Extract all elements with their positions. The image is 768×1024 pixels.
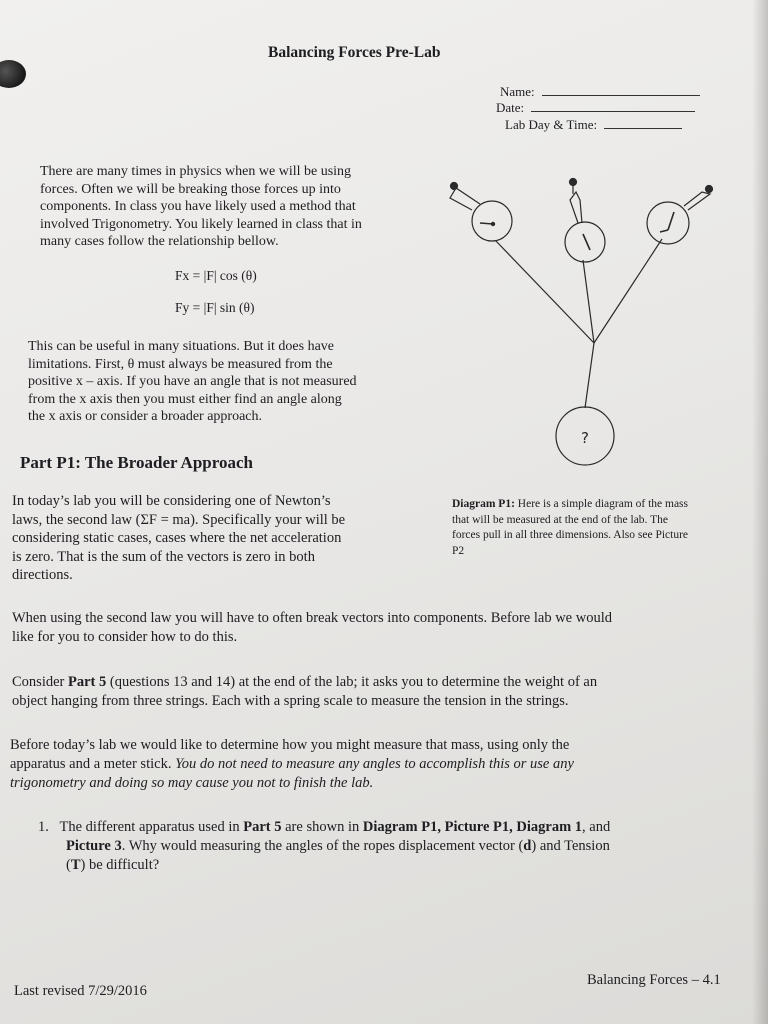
middle-spring-scale	[565, 222, 605, 262]
middle-scale-hook	[570, 192, 582, 223]
left-string	[496, 241, 594, 343]
date-field: Date:	[496, 100, 695, 115]
last-revised: Last revised 7/29/2016	[14, 983, 147, 999]
middle-scale-needle	[583, 234, 590, 250]
left-scale-hook	[450, 188, 480, 210]
lab-day-field: Lab Day & Time:	[505, 117, 682, 132]
second-law-paragraph: When using the second law you will have to often break vectors into components. Before lab we would like for you to consider how to do this.	[12, 610, 612, 645]
newton-paragraph: In today’s lab you will be considering one of Newton’s laws, the second law (ΣF = ma). Specifically your will be considering static cases, cases where the net acceleration is zero. That is the sum of the vectors is zero in both directions.	[12, 493, 346, 583]
unknown-mass-label: ?	[581, 429, 589, 447]
right-scale-hook	[684, 192, 710, 210]
before-lab-paragraph: Before today’s lab we would like to determine how you might measure that mass, using only the apparatus and a meter stick. You do not need to measure any angles to accomplish this or use any trigonometry and doing so may cause you not to finish the lab.	[10, 737, 574, 791]
lab-day-line	[604, 117, 682, 129]
question-1: 1. The different apparatus used in Part 5 are shown in Diagram P1, Picture P1, Diagram 1, and Picture 3. Why would measuring the angles of the ropes displacement vector (d) and Tension (T) be difficult?	[38, 819, 611, 873]
page-edge-shadow	[752, 0, 768, 1024]
name-line	[542, 84, 700, 96]
diagram-p1-caption: Diagram P1: Here is a simple diagram of the mass that will be measured at the end of the lab. The forces pull in all three dimensions. Also see Picture P2	[452, 498, 689, 557]
equation-fx: Fx = |F| cos (θ)	[175, 268, 257, 283]
right-spring-scale	[647, 202, 689, 244]
page-title: Balancing Forces Pre-Lab	[268, 44, 441, 61]
right-scale-needle	[668, 212, 674, 230]
intro-paragraph: There are many times in physics when we will be using forces. Often we will be breaking those forces up into components. In class you have likely used a method that involved Trigonometry. You likely learned in class that in many cases follow the relationship bellow.	[40, 164, 362, 249]
binder-hole	[0, 60, 26, 88]
equation-fy: Fy = |F| sin (θ)	[175, 300, 255, 315]
diagram-p1	[430, 168, 720, 468]
name-field: Name:	[500, 84, 700, 99]
part-p1-heading: Part P1: The Broader Approach	[20, 453, 253, 472]
left-spring-scale	[472, 201, 512, 241]
right-string	[594, 239, 662, 343]
center-string	[585, 343, 594, 408]
date-line	[531, 100, 695, 112]
limitations-paragraph: This can be useful in many situations. But it does have limitations. First, θ must always be measured from the positive x – axis. If you have an angle that is not measured from the x axis then you must either find an angle along the x axis or consider a broader approach.	[28, 339, 357, 424]
consider-paragraph: Consider Part 5 (questions 13 and 14) at the end of the lab; it asks you to determine the weight of an object hanging from three strings. Each with a spring scale to measure the tension in the strings.	[12, 674, 598, 709]
page-footer: Balancing Forces – 4.1	[587, 972, 721, 988]
middle-string	[583, 260, 594, 343]
